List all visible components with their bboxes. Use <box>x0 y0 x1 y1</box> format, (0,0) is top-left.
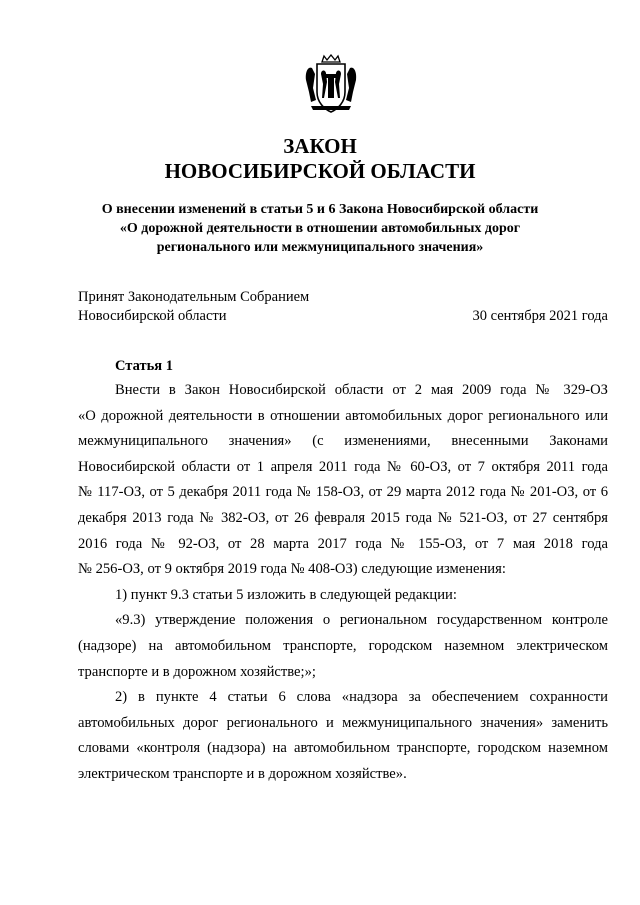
subtitle-line: «О дорожной деятельности в отношении автомобильных дорог <box>119 221 521 236</box>
article-line: (надзоре) на автомобильном транспорте, городском наземном электрическом <box>78 637 608 654</box>
article-line: 2) в пункте 4 статьи 6 слова «надзора за обеспечением сохранности <box>115 689 608 706</box>
article-line: № 117-ОЗ, от 5 декабря 2011 года № 158-ОЗ, от 29 марта 2012 года № 201-ОЗ, от 6 <box>78 484 608 501</box>
novosibirsk-coat-of-arms-icon <box>301 54 361 118</box>
article-line: 2016 года № 92-ОЗ, от 28 марта 2017 года № 155-ОЗ, от 7 мая 2018 года <box>78 535 608 552</box>
subtitle-line: регионального или межмуниципального значения» <box>156 240 484 255</box>
article-line: «9.3) утверждение положения о региональном государственном контроле <box>115 612 608 629</box>
coat-of-arms-emblem <box>301 54 361 118</box>
adoption-date: 30 сентября 2021 года <box>472 308 608 324</box>
article-line: 1) пункт 9.3 статьи 5 изложить в следующей редакции: <box>115 586 457 603</box>
law-title: ЗАКОН <box>283 134 357 158</box>
article-line: «О дорожной деятельности в отношении автомобильных дорог регионального или <box>78 407 608 424</box>
article-line: Новосибирской области от 1 апреля 2011 года № 60-ОЗ, от 7 октября 2011 года <box>78 458 608 475</box>
subtitle-line: О внесении изменений в статьи 5 и 6 Закона Новосибирской области <box>101 202 539 217</box>
article-line: словами «контроля (надзора) на автомобильном транспорте, городском наземном <box>78 740 608 757</box>
article-line: автомобильных дорог регионального и межмуниципального значения» заменить <box>78 714 608 731</box>
article-line: Внести в Закон Новосибирской области от 2 мая 2009 года № 329-ОЗ <box>115 382 608 398</box>
article-heading: Статья 1 <box>115 358 173 374</box>
adoption-block <box>78 288 309 326</box>
article-line: электрическом транспорте и в дорожном хозяйстве». <box>78 765 407 782</box>
adoption-line: Принят Законодательным Собранием <box>78 289 310 305</box>
article-line: транспорте и в дорожном хозяйстве;»; <box>78 663 316 680</box>
region-title: НОВОСИБИРСКОЙ ОБЛАСТИ <box>164 159 476 183</box>
adoption-line: Новосибирской области <box>78 308 227 324</box>
article-body <box>78 378 608 788</box>
article-line: № 256-ОЗ, от 9 октября 2019 года № 408-ОЗ) следующие изменения: <box>78 561 506 578</box>
article-line: декабря 2013 года № 382-ОЗ, от 26 февраля 2015 года № 521-ОЗ, от 27 сентября <box>78 509 608 526</box>
article-line: межмуниципального значения» (с изменениями, внесенными Законами <box>78 433 608 450</box>
law-subtitle <box>60 200 580 257</box>
